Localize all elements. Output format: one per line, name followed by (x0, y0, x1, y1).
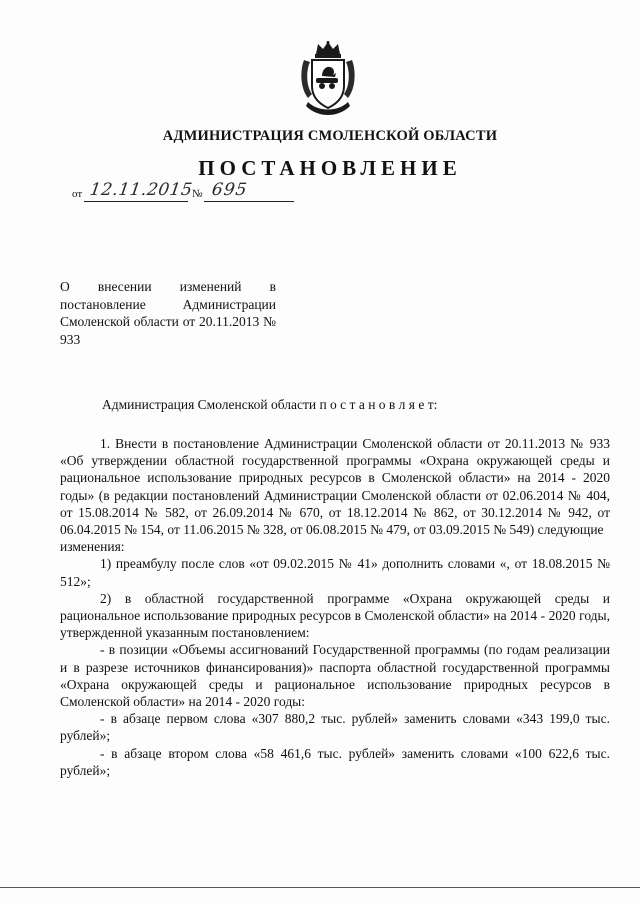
paragraph-1: 1. Внести в постановление Администрации Смоленской области от 20.11.2013 № 933 «Об утверждении областной государственной программы «Охрана окружающей среды и рациональное использование природных ресурсов в Смоленской области» на 2014 - 2020 годы» (в редакции постановлений Администрации Смоленской области от 02.06.2014 № 404, от 15.08.2014 № 582, от 26.09.2014 № 670, от 18.12.2014 № 862, от 30.12.2014 № 942, от 06.04.2015 № 154, от 11.06.2015 № 328, от 06.08.2015 № 479, от 03.09.2015 № 549) следующие (60, 436, 610, 538)
number-label: № (192, 188, 203, 200)
paragraph-3: 2) в областной государственной программе «Охрана окружающей среды и рациональное использование природных ресурсов в Смоленской области» на 2014 - 2020 годы, утвержденной указанным постановлением: (60, 590, 610, 641)
date-underline (84, 201, 188, 202)
organization-name: АДМИНИСТРАЦИЯ СМОЛЕНСКОЙ ОБЛАСТИ (162, 128, 498, 144)
handwritten-date: 12.11.2015 (88, 180, 194, 200)
document-type-title: ПОСТАНОВЛЕНИЕ (198, 156, 462, 180)
paragraph-2: 1) преамбулу после слов «от 09.02.2015 № 41» дополнить словами «, от 18.08.2015 № 512»; (60, 556, 610, 589)
resolution-intro: Администрация Смоленской области п о с т а н о в л я е т: (102, 397, 438, 412)
paragraph-1-tail: изменения: (60, 539, 125, 555)
paragraph-5: - в абзаце первом слова «307 880,2 тыс. рублей» заменить словами «343 199,0 тыс. рублей»; (60, 711, 610, 744)
document-subject: О внесении изменений в постановление Администрации Смоленской области от 20.11.2013 № 933 (60, 279, 276, 347)
document-body (60, 435, 610, 779)
handwritten-number: 695 (210, 180, 249, 200)
paragraph-6: - в абзаце втором слова «58 461,6 тыс. рублей» заменить словами «100 622,6 тыс. рублей»; (60, 745, 610, 778)
paragraph-4: - в позиции «Объемы ассигнований Государственной программы (по годам реализации и в разрезе источников финансирования)» паспорта областной государственной программы «Охрана окружающей среды и рациональное использование природных ресурсов в Смоленской области» на 2014 - 2020 годы: (60, 642, 610, 710)
number-underline (204, 201, 294, 202)
date-label: от (72, 188, 83, 200)
coat-of-arms-icon (298, 40, 358, 120)
page-bottom-rule (0, 887, 640, 888)
